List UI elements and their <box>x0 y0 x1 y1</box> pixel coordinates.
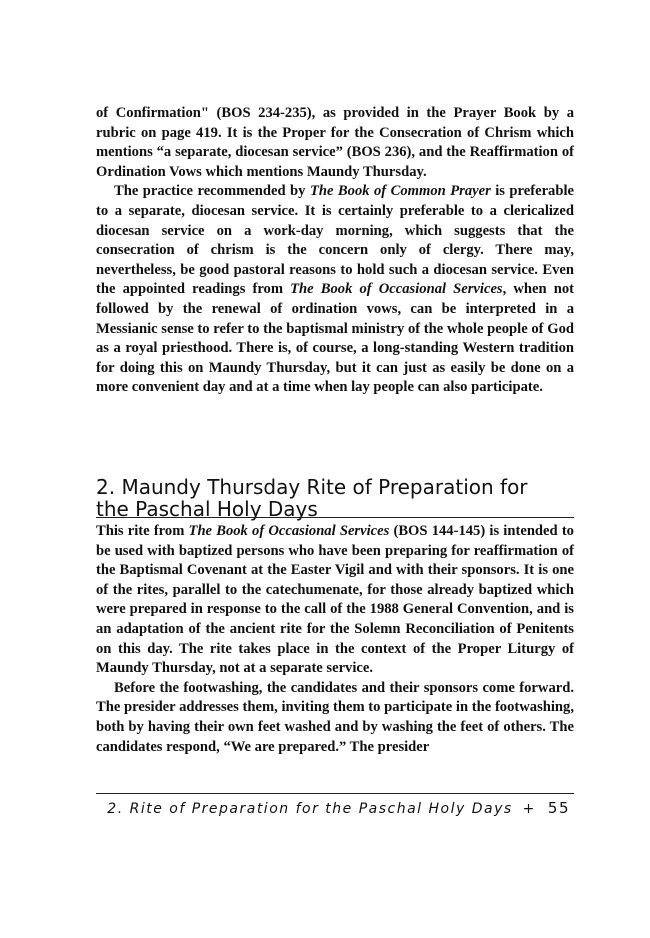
top-text-block <box>96 104 574 398</box>
paragraph-text: Before the footwashing, the candidates and their sponsors come forward. The presider addresses them, inviting them to participate in the footwashing, both by having their own feet washed and by washing the feet of others. The candidates respond, “We are prepared.” The presider <box>96 679 574 755</box>
footer-rule <box>96 793 574 794</box>
heading-rule <box>96 517 574 518</box>
paragraph-text: The practice recommended by <box>114 183 310 200</box>
page-footer <box>96 799 570 817</box>
section-heading-line2: the Paschal Holy Days <box>96 497 318 521</box>
book-title: The Book of Common Prayer <box>309 183 491 200</box>
book-title: The Book of Occasional Services <box>290 281 503 298</box>
section-heading <box>96 476 574 520</box>
section-heading-line1: 2. Maundy Thursday Rite of Preparation for <box>96 475 528 499</box>
paragraph-text: is preferable to a separate, diocesan service. It is certainly preferable to a clericalized diocesan service on a work-day morning, which suggests that the consecration of chrism is the concern only of clergy. There may, nevertheless, be good pastoral reasons to hold such a diocesan service. Even the appointed readings from <box>96 183 574 298</box>
paragraph-continued <box>96 104 574 182</box>
paragraph-text: of Confirmation" (BOS 234-235), as provided in the Prayer Book by a rubric on page 419. It is the Proper for the Consecration of Chrism which mentions “a separate, diocesan service” (BOS 236), and the Reaffirmation of Ordination Vows which mentions Maundy Thursday. <box>96 105 574 180</box>
book-title: The Book of Occasional Services <box>188 523 390 539</box>
paragraph-text: , when not followed by the renewal of ordination vows, can be interpreted in a Messianic sense to refer to the baptismal ministry of the whole people of God as a royal priesthood. There is, of course, a long-standing Western tradition for doing this on Maundy Thursday, but it can just as easily be done on a more convenient day and at a time when lay people can also participate. <box>96 281 575 396</box>
paragraph-text: (BOS 144-145) is intended to be used with baptized persons who have been preparing for reaffirmation of the Baptismal Covenant at the Easter Vigil and with their sponsors. It is one of the rites, parallel to the catechumenate, for those already baptized which were prepared in response to the call of the 1988 General Convention, and is an adaptation of the ancient rite for the Solemn Reconciliation of Penitents on this day. The rite takes place in the context of the Proper Liturgy of Maundy Thursday, not at a separate service. <box>96 523 574 677</box>
running-head: 2. Rite of Preparation for the Paschal Holy Days <box>107 801 513 817</box>
section-body <box>96 522 574 757</box>
paragraph-practice <box>96 182 574 398</box>
page-number: 55 <box>547 799 570 817</box>
paragraph-text: This rite from <box>96 523 189 539</box>
paragraph-rite <box>96 522 574 679</box>
footer-separator: + <box>522 801 536 817</box>
paragraph-footwashing <box>96 679 574 757</box>
